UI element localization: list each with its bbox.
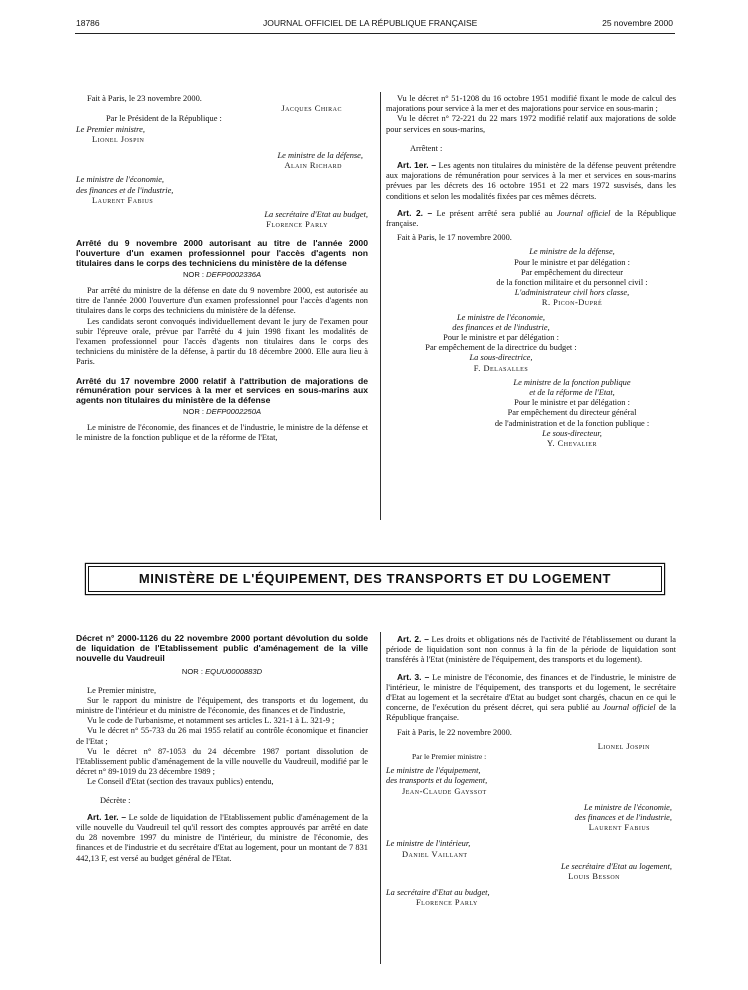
article-text: Le ministre de l'économie, des finances et de l'industrie, le ministre de l'intérieur, le ministre de l'équipement, des transports et du logement, le secrétaire d'Etat au logement et la secrétaire d'Etat au budget sont chargés, chacun en ce qui le concerne, de l'exécution du présent décret, qui sera publié au	[386, 672, 676, 713]
signature-name: Lionel Jospin	[92, 134, 145, 144]
upper-left-column	[76, 94, 368, 444]
delegation-line: de l'administration et de la fonction publique :	[494, 418, 650, 428]
signature-name: Laurent Fabius	[92, 195, 154, 205]
paragraph: Vu le décret n° 51-1208 du 16 octobre 1951 modifié fixant le mode de calcul des majorations pour service à la mer et des majorations pour service en sous-marin ;	[386, 94, 676, 114]
signature-name: Florence Parly	[416, 898, 478, 908]
article-text: Le présent arrêté sera publié au	[436, 208, 553, 218]
article-text: de la République française.	[386, 208, 677, 229]
signatory-title: Le ministre de la fonction publique	[513, 377, 631, 387]
paragraph: Vu le décret n° 87-1053 du 24 décembre 1987 portant dissolution de l'Etablissement public d'aménagement de la ville nouvelle du Vaudreuil, modifié par le décret n° 89-1019 du 23 décembre 1989 ;	[76, 746, 368, 777]
delegation-line: Par empêchement du directeur général	[507, 408, 637, 418]
signature-name: Lionel Jospin	[597, 741, 650, 751]
signatory-title: Le ministre de la défense,	[277, 151, 363, 161]
paragraph: Par arrêté du ministre de la défense en date du 9 novembre 2000, est autorisée au titre de l'année 2000 l'ouverture d'un examen professionnel pour l'accès d'agents non titulaires dans le corps des techniciens du ministère de la défense.	[76, 286, 368, 316]
delegation-line: Pour le ministre et par délégation :	[443, 333, 559, 343]
signatory-line: Par le Président de la République :	[106, 114, 222, 124]
lower-right-column	[386, 634, 676, 909]
paragraph: Le Premier ministre,	[87, 685, 157, 695]
nor-code: DEFP0002250A	[206, 407, 262, 417]
signatory-title: des transports et du logement,	[386, 776, 488, 786]
signatory-title: La secrétaire d'Etat au budget,	[264, 210, 368, 220]
nor-code: EQUU0000883D	[205, 667, 263, 677]
signatory-title: Le ministre de l'économie,	[583, 802, 672, 812]
signature-name: Daniel Vaillant	[402, 849, 468, 859]
signatory-title: La secrétaire d'Etat au budget,	[386, 888, 490, 898]
page-header	[0, 18, 748, 30]
paragraph: Vu le code de l'urbanisme, et notamment ses articles L. 321-1 à L. 321-9 ;	[87, 716, 335, 726]
arretent: Arrêtent :	[410, 143, 443, 153]
nor-reference	[76, 270, 368, 280]
delegation-line: La sous-directrice,	[469, 353, 533, 363]
signature-name: R. Picon-Dupré	[541, 298, 603, 308]
article-text: de la République française.	[386, 703, 677, 723]
article-label: Art. 1er. –	[397, 160, 436, 171]
paragraph: Vu le décret n° 55-733 du 26 mai 1955 relatif au contrôle économique et financier de l'Etat ;	[76, 726, 368, 746]
signature-name: F. Delasalles	[473, 363, 529, 373]
signature-name: Y. Chevalier	[547, 439, 597, 449]
signature-name: Jacques Chirac	[281, 104, 342, 114]
article	[386, 672, 676, 724]
fait-a-paris: Fait à Paris, le 23 novembre 2000.	[87, 94, 202, 103]
signatory-line: Par le Premier ministre :	[412, 752, 487, 762]
column-divider	[380, 92, 381, 520]
paragraph: Le Conseil d'Etat (section des travaux publics) entendu,	[87, 777, 274, 787]
signatory-title: Le ministre de la défense,	[529, 247, 615, 257]
signature-block	[386, 247, 676, 308]
signatory-title: et de la réforme de l'Etat,	[529, 388, 615, 398]
nor-label: NOR :	[182, 407, 205, 417]
paragraph: Les candidats seront convoqués individuellement devant le jury de l'examen pour subir l'épreuve orale, prévue par l'arrêté du 4 juin 1998 fixant les modalités de l'examen professionnel pour l'accès d'agents non titulaires dans le corps des techniciens du ministère de la défense, à partir du 18 décembre 2000. Elle aura lieu à Paris.	[76, 316, 368, 367]
ministry-title: MINISTÈRE DE L'ÉQUIPEMENT, DES TRANSPORTS ET DU LOGEMENT	[138, 571, 612, 586]
ministry-banner	[88, 566, 662, 592]
paragraph: Vu le décret n° 72-221 du 22 mars 1972 modifié relatif aux majorations de solde pour services en sous-marins,	[386, 114, 676, 134]
signatory-title: Le Premier ministre,	[76, 124, 145, 134]
article-text: Le solde de liquidation de l'Etablissement public d'aménagement de la ville nouvelle du Vaudreuil tel qu'il ressort des comptes approuvés par arrêté en date du 28 novembre 1997 du ministre de l'intérieur, du ministre de l'économie, des finances et de l'industrie et du secrétaire d'Etat au logement, pour un montant de 7 831 442,13 F, est versé au budget général de l'Etat.	[76, 812, 368, 863]
journal-title: JOURNAL OFFICIEL DE LA RÉPUBLIQUE FRANÇAISE	[263, 18, 478, 28]
article-label: Art. 2. –	[397, 634, 429, 644]
delegation-line: Pour le ministre et par délégation :	[514, 257, 630, 267]
lower-left-column	[76, 634, 368, 864]
delegation-line: Le sous-directeur,	[542, 428, 602, 438]
signature-name: Jean-Claude Gayssot	[402, 786, 487, 796]
signatory-title: des finances et de l'industrie,	[76, 185, 174, 195]
signatory-title: des finances et de l'industrie,	[574, 813, 672, 823]
header-rule	[75, 33, 675, 34]
article-text: Les agents non titulaires du ministère de la défense peuvent prétendre aux majorations de rémunération pour services à la mer et services en sous-marins prévues par les décrets des 16 octobre 1951 et 22 mars 1972 susvisés, dans les conditions et selon les modalités fixées par ces mêmes décrets.	[386, 161, 676, 201]
delegation-line: Pour le ministre et par délégation :	[514, 398, 630, 408]
signatory-title: Le secrétaire d'Etat au logement,	[560, 861, 672, 871]
article-label: Art. 3. –	[397, 671, 430, 682]
column-divider	[380, 632, 381, 964]
fait-a-paris: Fait à Paris, le 22 novembre 2000.	[397, 727, 512, 737]
fait-a-paris: Fait à Paris, le 17 novembre 2000.	[397, 233, 512, 243]
article	[386, 634, 676, 666]
journal-reference: Journal officiel	[603, 703, 656, 713]
article-label: Art. 2. –	[397, 207, 433, 218]
article-label: Art. 1er. –	[87, 811, 127, 822]
upper-right-column	[386, 94, 676, 449]
paragraph: Sur le rapport du ministre de l'équipement, des transports et du logement, du ministre de l'intérieur et du ministre de l'économie, des finances et de l'industrie,	[76, 695, 368, 715]
signatory-title: Le ministre de l'économie,	[456, 312, 545, 322]
delegation-line: de la fonction militaire et du personnel civil :	[496, 278, 648, 288]
article-text: Les droits et obligations nés de l'activité de l'établissement ou durant la période de liquidation sont non connus à la fin de la période de liquidation sont transférés à l'Etat (ministère de l'équipement, des transports et du logement).	[386, 635, 677, 665]
signature-block	[386, 378, 676, 449]
nor-label: NOR :	[182, 269, 205, 279]
signatory-title: Le ministre de l'économie,	[76, 175, 165, 185]
paragraph: Le ministre de l'économie, des finances et de l'industrie, le ministre de la défense et le ministre de la fonction publique et de la réforme de l'Etat,	[76, 423, 368, 443]
page-number: 18786	[76, 18, 100, 28]
signatory-title: Le ministre de l'équipement,	[386, 766, 481, 776]
signature-name: Alain Richard	[284, 161, 342, 171]
signature-block	[386, 313, 616, 374]
journal-reference: Journal officiel	[556, 208, 611, 218]
arrete-title: Arrêté du 17 novembre 2000 relatif à l'attribution de majorations de rémunération pour services à la mer et services en sous-marins aux agents non titulaires du ministère de la défense	[76, 375, 368, 406]
delegation-line: Par empêchement de la directrice du budget :	[425, 343, 577, 353]
article	[76, 812, 368, 864]
arrete-title: Arrêté du 9 novembre 2000 autorisant au titre de l'année 2000 l'ouverture d'un examen professionnel pour l'accès d'agents non titulaires dans le corps des techniciens du ministère de la défense	[76, 238, 368, 269]
signature-name: Louis Besson	[568, 872, 620, 882]
signatory-title: des finances et de l'industrie,	[452, 322, 550, 332]
nor-reference	[76, 407, 368, 417]
article	[386, 208, 676, 229]
delegation-line: L'administrateur civil hors classe,	[514, 288, 630, 298]
nor-code: DEFP0002336A	[206, 269, 262, 279]
signatory-title: Le ministre de l'intérieur,	[386, 839, 471, 849]
signature-name: Florence Parly	[266, 220, 328, 230]
nor-reference	[76, 667, 368, 677]
delegation-line: Par empêchement du directeur	[520, 267, 624, 277]
article	[386, 160, 676, 202]
decret-title: Décret n° 2000-1126 du 22 novembre 2000 portant dévolution du solde de liquidation de l'Etablissement public d'aménagement de la ville nouvelle du Vaudreuil	[76, 633, 368, 663]
nor-label: NOR :	[181, 667, 203, 677]
signature-name: Laurent Fabius	[588, 823, 650, 833]
decrete: Décrète :	[100, 795, 131, 805]
issue-date: 25 novembre 2000	[602, 18, 673, 28]
